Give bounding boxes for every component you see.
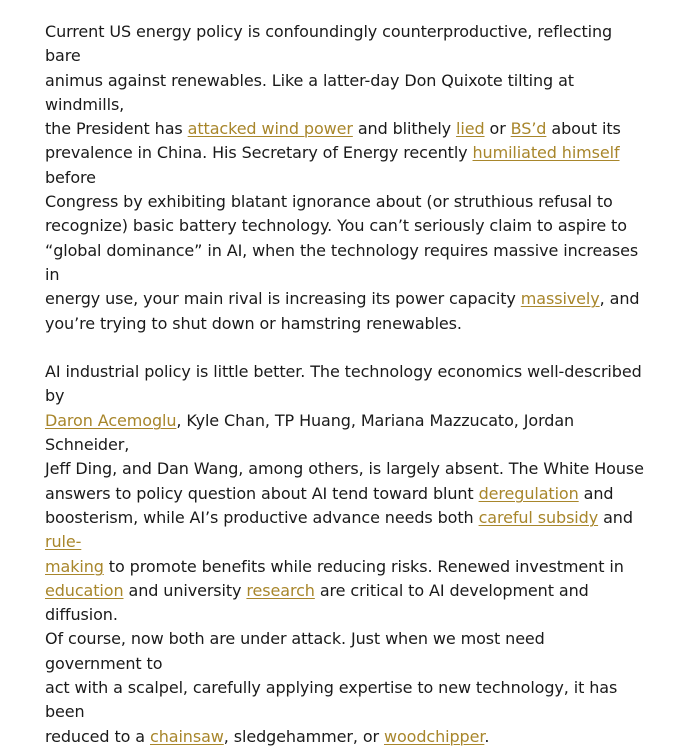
text-run: and university <box>123 580 247 600</box>
link-careful-subsidy[interactable]: careful subsidy <box>478 507 599 527</box>
text-run: or <box>484 119 511 139</box>
text-run: Current US energy policy is confoundingly counterproductive, reflecting bare animus against renewables. Like a latter-day Don Quixote tilting at windmills, the President has <box>45 22 613 139</box>
text-run: and boosterism, while AI’s productive advance needs both <box>45 483 614 527</box>
text-run: , and you’re trying to shut down or hamstring renewables. <box>45 289 640 333</box>
article-body <box>45 20 645 749</box>
text-run: AI industrial policy is little better. The technology economics well-described by <box>45 362 642 406</box>
link-chainsaw[interactable]: chainsaw <box>150 726 224 746</box>
link-attacked-wind-power[interactable]: attacked wind power <box>187 119 353 139</box>
paragraph-2 <box>45 360 645 749</box>
text-run: and blithely <box>352 119 457 139</box>
link-humiliated-himself[interactable]: humiliated himself <box>472 143 620 163</box>
text-run: and <box>598 507 633 527</box>
text-run: , Kyle Chan, TP Huang, Mariana Mazzucato, Jordan Schneider, Jeff Ding, and Dan Wang, among others, is largely absent. The White House answers to policy question about AI tend toward blunt <box>45 410 644 503</box>
text-run: before Congress by exhibiting blatant ignorance about (or struthious refusal to recognize) basic battery technology. You can’t seriously claim to aspire to “global dominance” in AI, when the technology requires massive increases in energy use, your main rival is increasing its power capacity <box>45 167 639 309</box>
link-massively[interactable]: massively <box>520 289 600 309</box>
link-bs-d[interactable]: BS’d <box>510 119 547 139</box>
link-daron-acemoglu[interactable]: Daron Acemoglu <box>45 410 177 430</box>
text-run: are critical to AI development and diffusion. Of course, now both are under attack. Just when we most need government to act with a scalpel, carefully applying expertise to new technology, it has been reduced to a <box>45 580 618 746</box>
link-research[interactable]: research <box>246 580 315 600</box>
text-run: to promote benefits while reducing risks. Renewed investment in <box>108 556 624 576</box>
text-run: . <box>484 726 490 746</box>
link-woodchipper[interactable]: woodchipper <box>383 726 485 746</box>
link-lied[interactable]: lied <box>456 119 485 139</box>
link-deregulation[interactable]: deregulation <box>478 483 579 503</box>
text-run: , sledgehammer, or <box>223 726 384 746</box>
text-run: about its prevalence in China. His Secretary of Energy recently <box>45 119 621 163</box>
link-rule-making[interactable]: rule- making <box>45 532 104 576</box>
paragraph-1 <box>45 20 645 336</box>
link-education[interactable]: education <box>45 580 124 600</box>
